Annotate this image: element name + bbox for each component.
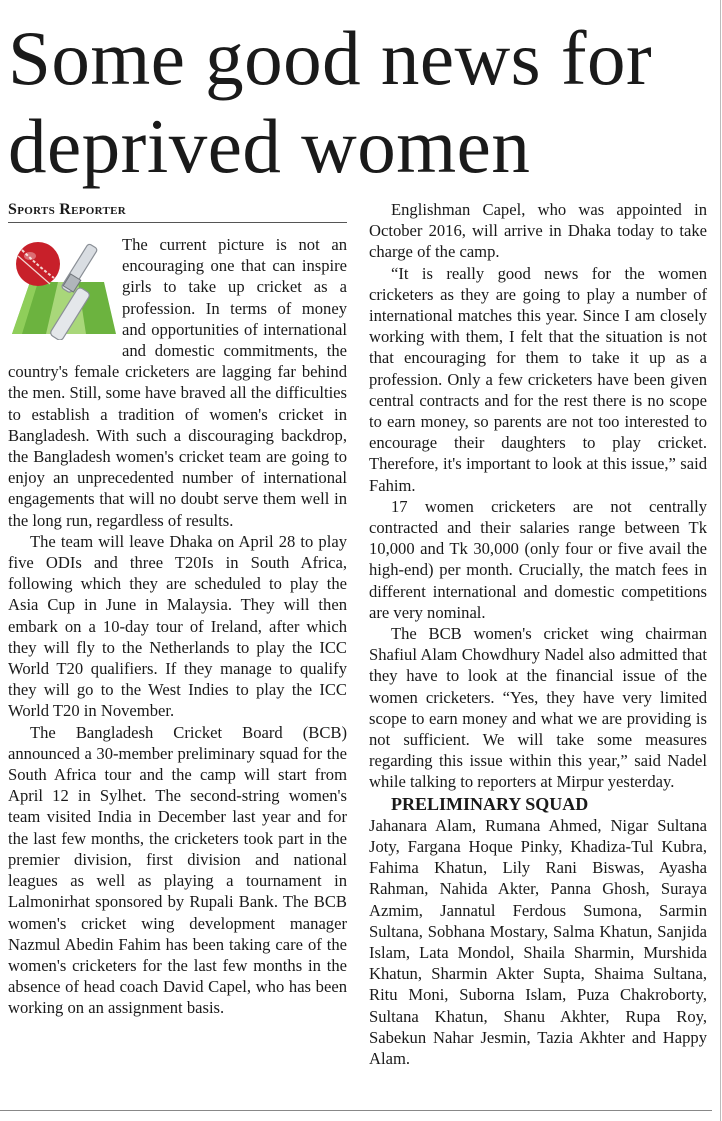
cricket-icon	[8, 234, 118, 340]
column-left	[8, 234, 347, 1019]
paragraph: 17 women cricketers are not centrally contracted and their salaries range between Tk 10,000 and Tk 30,000 (only four or five avail the high-end) per month. Crucially, the match fees in different international and domestic competitions are very nominal.	[369, 496, 707, 622]
byline: Sports Reporter	[8, 201, 347, 223]
paragraph: “It is really good news for the women cricketers as they are going to play a number of international matches this year. Since I am closely working with them, I felt that the situation is not that encouraging for them to take it up as a profession. Only a few cricketers have been given central contracts and for the rest there is no scope to earn money, so parents are not too interested to encourage their daughters to play cricket. Therefore, it's important to look at this issue,” said Fahim.	[369, 263, 707, 495]
paragraph: The BCB women's cricket wing chairman Shafiul Alam Chowdhury Nadel also admitted that they have to look at the financial issue of the women cricketers. “Yes, they have very limited scope to earn money and what we are providing is not sufficient. We will take some measures regarding this issue within this year,” said Nadel while talking to reporters at Mirpur yesterday.	[369, 624, 707, 792]
squad-heading: PRELIMINARY SQUAD	[391, 793, 589, 814]
page-edge-rule	[720, 0, 721, 1121]
bottom-rule	[0, 1110, 712, 1111]
column-right	[369, 199, 707, 1069]
paragraph: The team will leave Dhaka on April 28 to play five ODIs and three T20Is in South Africa, following which they are scheduled to play the Asia Cup in June in Malaysia. They will then embark on a 10-day tour of Ireland, after which they will fly to the Netherlands to play the ICC World T20 qualifiers. If they manage to qualify they will go to the West Indies to play the ICC World T20 in November.	[8, 531, 347, 721]
headline: Some good news for deprived women	[8, 15, 653, 189]
paragraph: The current picture is not an encouraging one that can inspire girls to take up cricket as a profession. In terms of money and opportunities of international and domestic commitments, the country's female cricketers are lagging far behind the men. Still, some have braved all the difficulties to establish a tradition of women's cricket in Bangladesh. With such a discouraging backdrop, the Bangladesh women's cricket team are going to enjoy an unprecedented number of international engagements that will no doubt serve them well in the long run, regardless of results.	[8, 235, 347, 530]
paragraph: Englishman Capel, who was appointed in October 2016, will arrive in Dhaka today to take charge of the camp.	[369, 200, 707, 262]
paragraph: The Bangladesh Cricket Board (BCB) announced a 30-member preliminary squad for the South Africa tour and the camp will start from April 12 in Sylhet. The second-string women's team visited India in December last year and for the last few months, the cricketers took part in the premier division, first division and national leagues as well as playing a tournament in Lalmonirhat sponsored by Rupali Bank. The BCB women's cricket wing development manager Nazmul Abedin Fahim has been taking care of the women's cricketers for the last few months in the absence of head coach David Capel, who has been working on an assignment basis.	[8, 722, 347, 1018]
squad-list: Jahanara Alam, Rumana Ahmed, Nigar Sultana Joty, Fargana Hoque Pinky, Khadiza-Tul Kubra, Fahima Khatun, Lily Rani Biswas, Ayasha Rahman, Nahida Akter, Panna Ghosh, Suraya Azmim, Jannatul Ferdous Sumona, Sarmin Sultana, Sobhana Mostary, Salma Khatun, Sanjida Islam, Lata Mondol, Shaila Sharmin, Murshida Khatun, Sharmin Akter Supta, Shaima Sultana, Ritu Moni, Suborna Islam, Puza Chakroborty, Sultana Khatun, Shanu Akhter, Rupa Roy, Sabekun Nahar Jesmin, Tazia Akhter and Happy Alam.	[369, 815, 707, 1068]
